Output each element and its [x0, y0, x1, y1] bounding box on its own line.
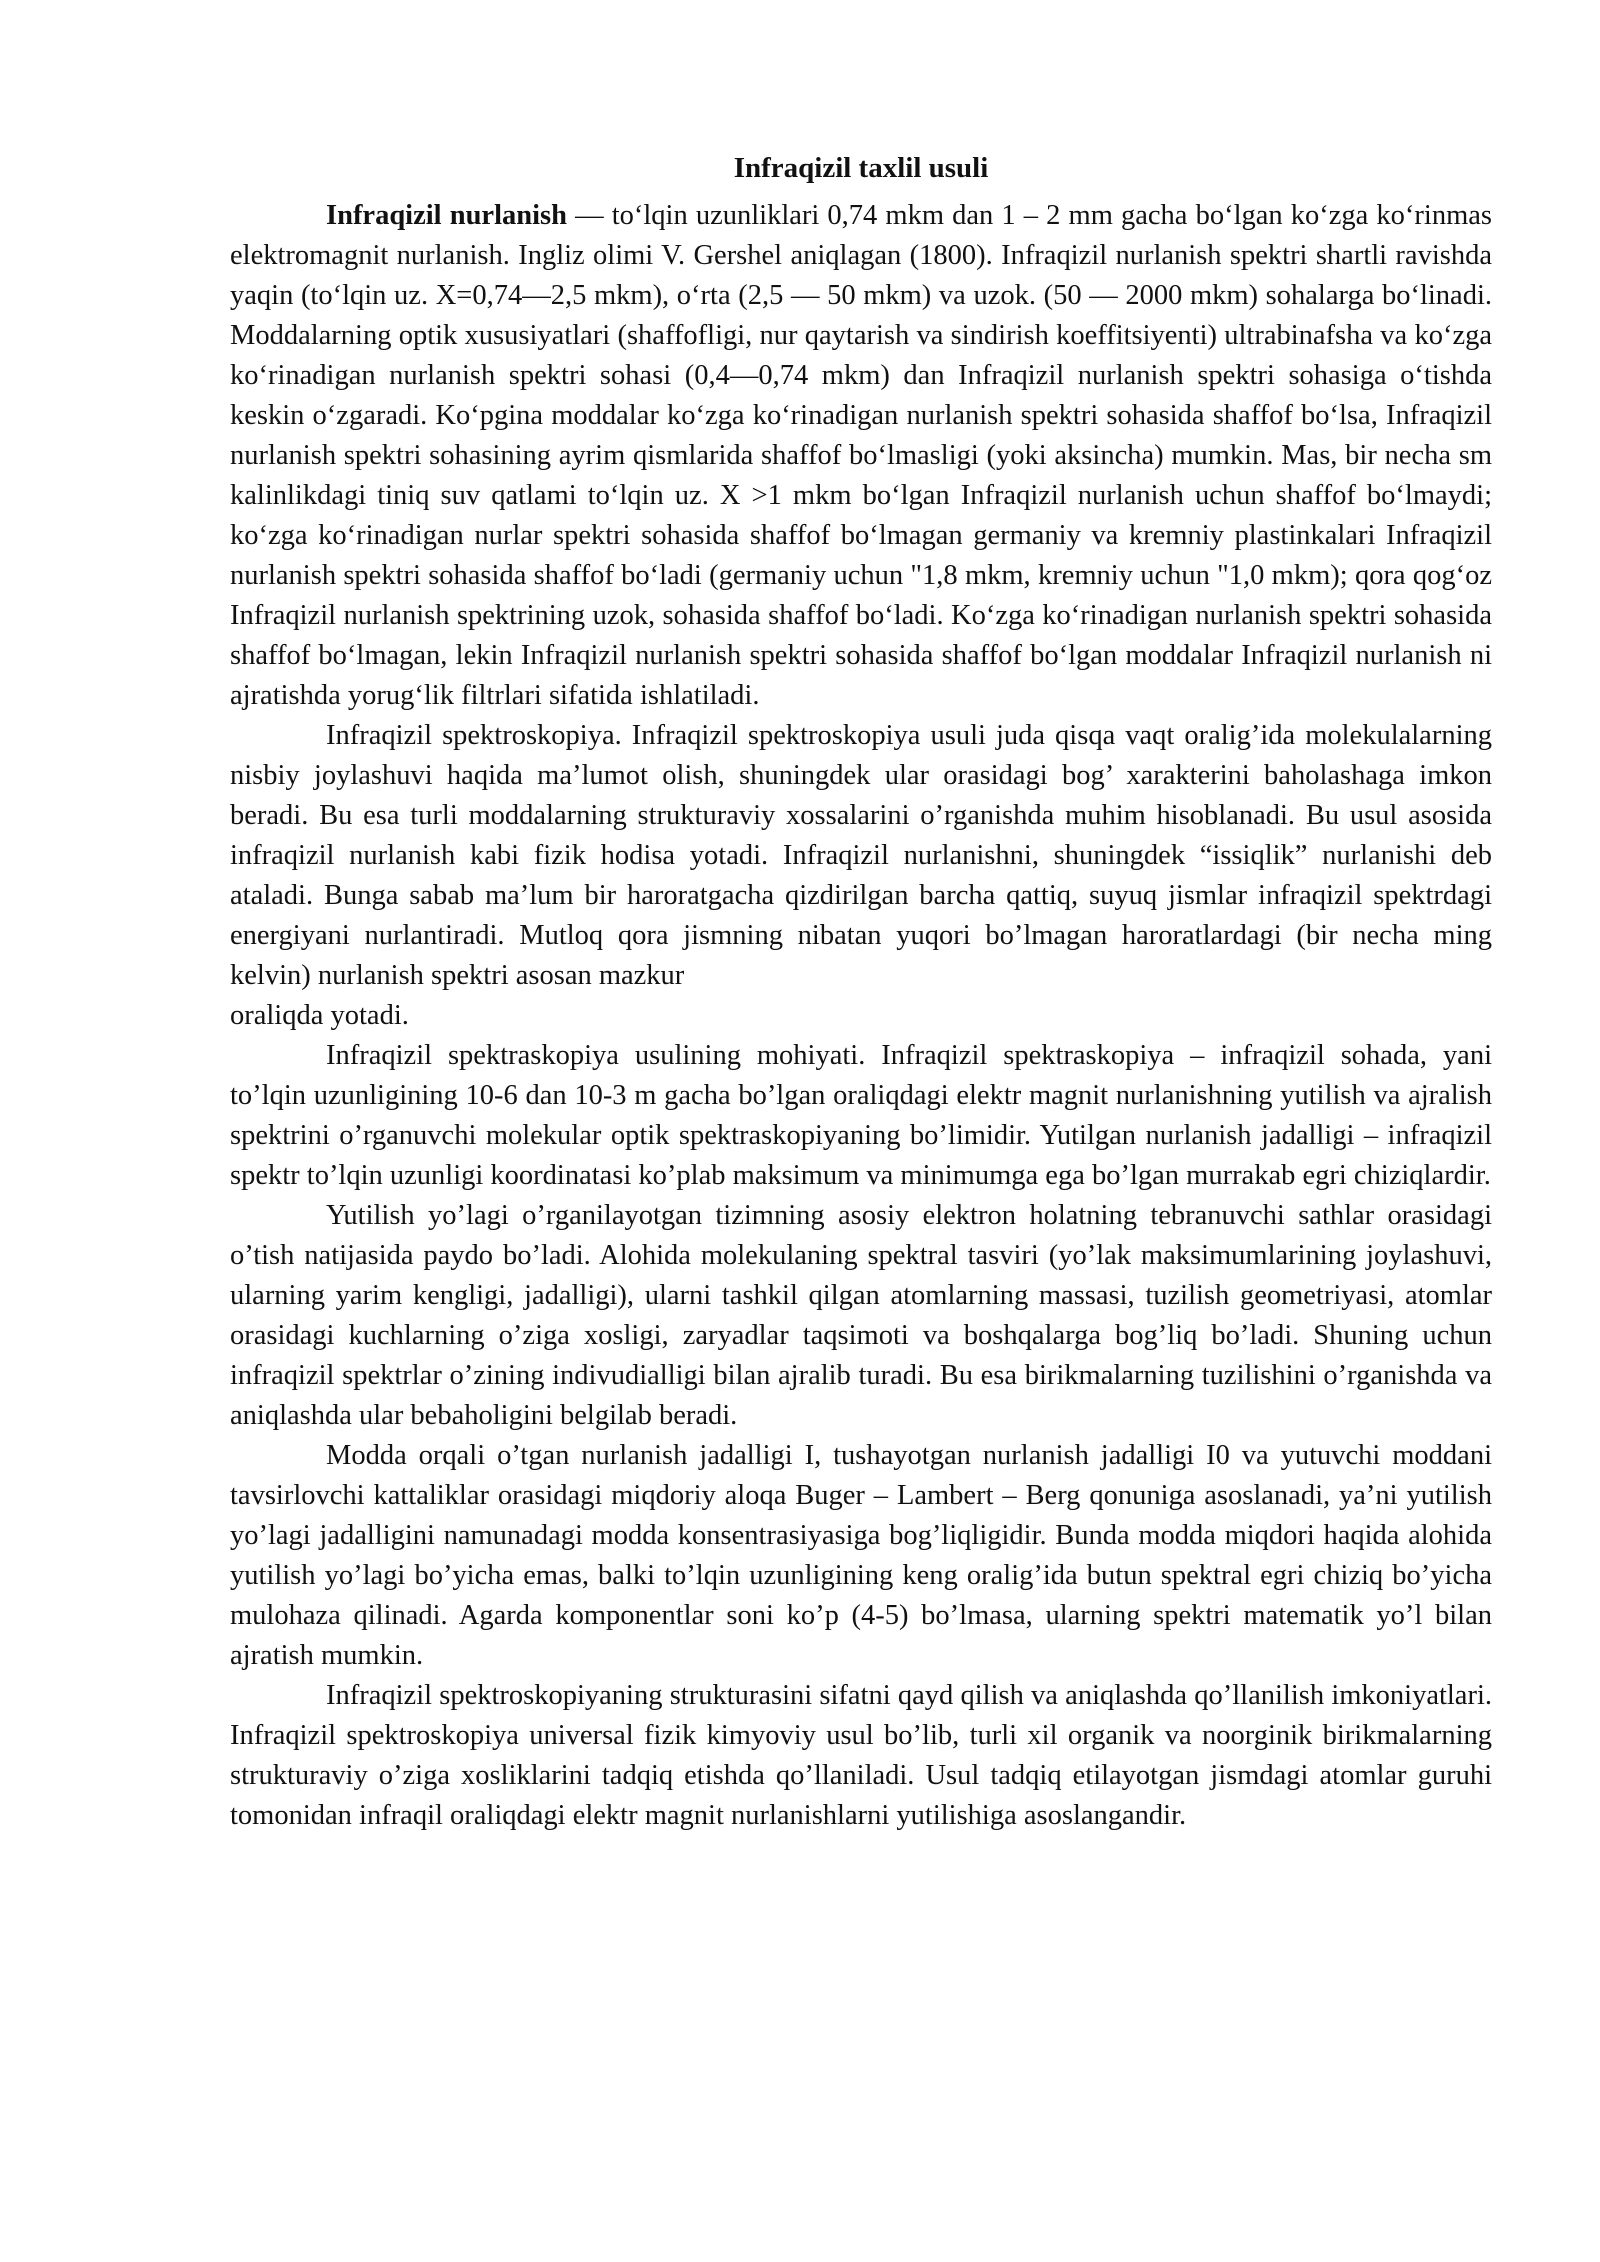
paragraph-text: Modda orqali o’tgan nurlanish jadalligi I, tushayotgan nurlanish jadalligi I0 va yutuvchi moddani tavsirlovchi kattaliklar orasidagi miqdoriy aloqa Buger – Lambert – Berg qonuniga asoslanadi, ya’ni yutilish yo’lagi jadalligini namunadagi modda konsentrasiyasiga bog’liqligidir. Bunda modda miqdori haqida alohida yutilish yo’lagi bo’yicha emas, balki to’lqin uzunligining keng oralig’ida butun spektral egri chiziq bo’yicha mulohaza qilinadi. Agarda komponentlar soni ko’p (4-5) bo’lmasa, ularning spektri matematik yo’l bilan ajratish mumkin.	[230, 1440, 1492, 1671]
paragraph-text: Infraqizil spektroskopiya. Infraqizil spektroskopiya usuli juda qisqa vaqt oralig’ida molekulalarning nisbiy joylashuvi haqida ma’lumot olish, shuningdek ular orasidagi bog’ xarakterini baholashaga imkon beradi. Bu esa turli moddalarning strukturaviy xossalarini o’rganishda muhim hisoblanadi. Bu usul asosida infraqizil nurlanish kabi fizik hodisa yotadi. Infraqizil nurlanishni, shuningdek “issiqlik” nurlanishi deb ataladi. Bunga sabab ma’lum bir haroratgacha qizdirilgan barcha qattiq, suyuq jismlar infraqizil spektrdagi energiyani nurlantiradi. Mutloq qora jismning nibatan yuqori bo’lmagan haroratlardagi (bir necha ming kelvin) nurlanish spektri asosan mazkur	[230, 720, 1492, 991]
paragraph-method-essence	[230, 1036, 1492, 1196]
paragraph-text: Infraqizil spektroskopiyaning strukturasini sifatni qayd qilish va aniqlashda qo’llanilish imkoniyatlari. Infraqizil spektroskopiya universal fizik kimyoviy usul bo’lib, turli xil organik va noorginik birikmalarning strukturaviy o’ziga xosliklarini tadqiq etishda qo’llaniladi. Usul tadqiq etilayotgan jismdagi atomlar guruhi tomonidan infraqil oraliqdagi elektr magnit nurlanishlarni yutilishiga asoslangandir.	[230, 1680, 1492, 1831]
document-page	[230, 148, 1492, 1836]
document-title: Infraqizil taxlil usuli	[733, 152, 989, 184]
paragraph-lead-term: Infraqizil nurlanish	[326, 200, 567, 231]
paragraph-infrared-spectroscopy	[230, 716, 1492, 1036]
paragraph-applications	[230, 1676, 1492, 1836]
paragraph-bouguer-lambert-beer	[230, 1436, 1492, 1676]
paragraph-continuation: oraliqda yotadi.	[230, 1000, 409, 1031]
paragraph-text: Yutilish yo’lagi o’rganilayotgan tizimning asosiy elektron holatning tebranuvchi sathlar orasidagi o’tish natijasida paydo bo’ladi. Alohida molekulaning spektral tasviri (yo’lak maksimumlarining joylashuvi, ularning yarim kengligi, jadalligi), ularni tashkil qilgan atomlarning massasi, tuzilish geometriyasi, atomlar orasidagi kuchlarning o’ziga xosligi, zaryadlar taqsimoti va boshqalarga bog’liq bo’ladi. Shuning uchun infraqizil spektrlar o’zining indivudialligi bilan ajralib turadi. Bu esa birikmalarning tuzilishini o’rganishda va aniqlashda ular bebaholigini belgilab beradi.	[230, 1200, 1492, 1431]
paragraph-absorption-band	[230, 1196, 1492, 1436]
paragraph-text: — toʻlqin uzunliklari 0,74 mkm dan 1 – 2 mm gacha boʻlgan koʻzga koʻrinmas elektromagnit nurlanish. Ingliz olimi V. Gershel aniqlagan (1800). Infraqizil nurlanish spektri shartli ravishda yaqin (toʻlqin uz. X=0,74—2,5 mkm), oʻrta (2,5 — 50 mkm) va uzok. (50 — 2000 mkm) sohalarga boʻlinadi. Moddalarning optik xususiyatlari (shaffofligi, nur qaytarish va sindirish koeffitsiyenti) ultrabinafsha va koʻzga koʻrinadigan nurlanish spektri sohasi (0,4—0,74 mkm) dan Infraqizil nurlanish spektri sohasiga oʻtishda keskin oʻzgaradi. Koʻpgina moddalar koʻzga koʻrinadigan nurlanish spektri sohasida shaffof boʻlsa, Infraqizil nurlanish spektri sohasining ayrim qismlarida shaffof boʻlmasligi (yoki aksincha) mumkin. Mas, bir necha sm kalinlikdagi tiniq suv qatlami toʻlqin uz. X >1 mkm boʻlgan Infraqizil nurlanish uchun shaffof boʻlmaydi; koʻzga koʻrinadigan nurlar spektri sohasida shaffof boʻlmagan germaniy va kremniy plastinkalari Infraqizil nurlanish spektri sohasida shaffof boʻladi (germaniy uchun "1,8 mkm, kremniy uchun "1,0 mkm); qora qogʻoz Infraqizil nurlanish spektrining uzok, sohasida shaffof boʻladi. Koʻzga koʻrinadigan nurlanish spektri sohasida shaffof boʻlmagan, lekin Infraqizil nurlanish spektri sohasida shaffof boʻlgan moddalar Infraqizil nurlanish ni ajratishda yorugʻlik filtrlari sifatida ishlatiladi.	[230, 200, 1492, 711]
paragraph-infrared-radiation	[230, 196, 1492, 716]
paragraph-text: Infraqizil spektraskopiya usulining mohiyati. Infraqizil spektraskopiya – infraqizil sohada, yani to’lqin uzunligining 10-6 dan 10-3 m gacha bo’lgan oraliqdagi elektr magnit nurlanishning yutilish va ajralish spektrini o’rganuvchi molekular optik spektraskopiyaning bo’limidir. Yutilgan nurlanish jadalligi – infraqizil spektr to’lqin uzunligi koordinatasi ko’plab maksimum va minimumga ega bo’lgan murrakab egri chiziqlardir.	[230, 1040, 1492, 1191]
